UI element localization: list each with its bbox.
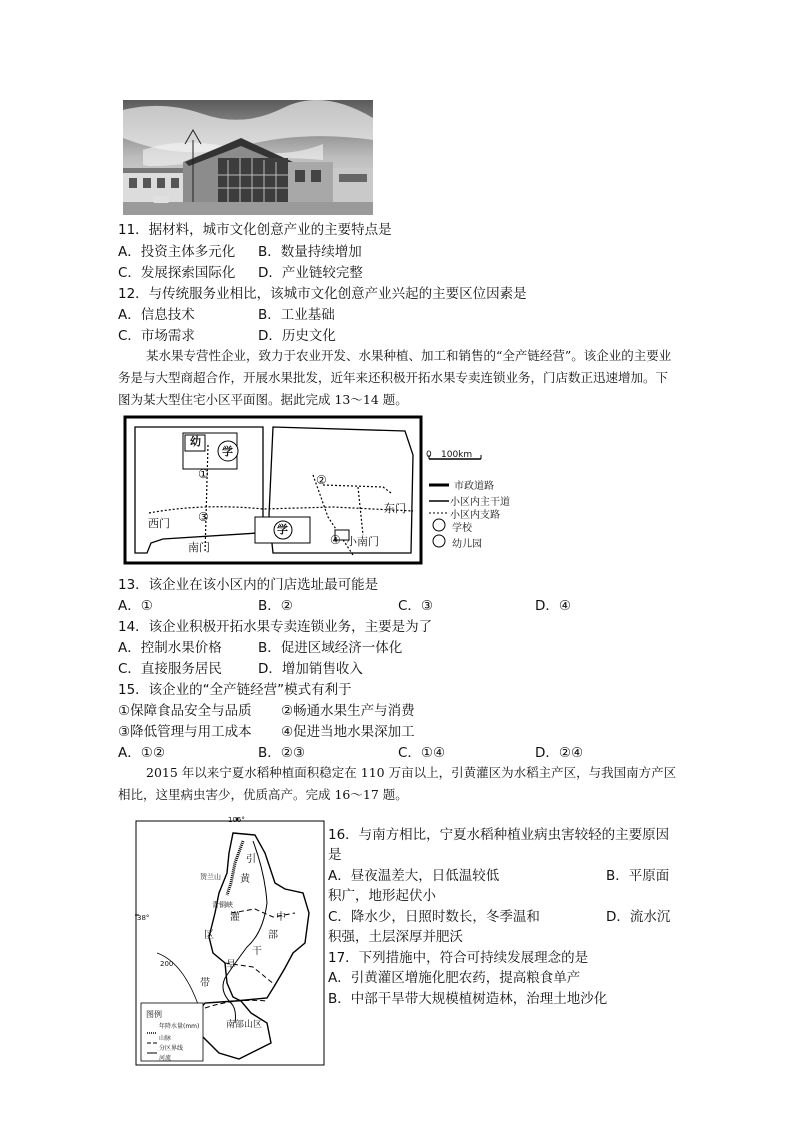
- q15-statement-2: ②畅通水果生产与消费: [281, 703, 415, 719]
- q13-option-a: A．①: [118, 598, 153, 614]
- legend-precipitation: 年降水量(mm): [159, 1023, 200, 1030]
- mark-1: ①: [198, 467, 209, 481]
- q15-option-a: A．①②: [118, 745, 165, 761]
- q16-option-b: B．平原面: [606, 868, 670, 884]
- map-label-han: 旱: [226, 960, 236, 971]
- map-label-yin: 引: [246, 854, 256, 865]
- map-label-dai: 带: [200, 978, 210, 989]
- q12-option-b: B．工业基础: [258, 307, 335, 323]
- q11-option-b: B．数量持续增加: [258, 244, 362, 260]
- q16-stem-end: 是: [328, 847, 342, 863]
- q16-option-d: D．流水沉: [606, 909, 671, 925]
- q14-option-c: C．直接服务居民: [118, 661, 222, 677]
- legend-branch-road: 小区内支路: [450, 510, 500, 521]
- q15-option-d: D．②④: [535, 745, 584, 761]
- legend-municipal-road: 市政道路: [454, 481, 494, 492]
- map-label-qingtongxia: 青铜峡: [212, 901, 233, 909]
- latitude-label: 38°: [137, 914, 150, 922]
- q13-stem: 13．该企业在该小区内的门店选址最可能是: [118, 577, 379, 593]
- legend-main-road: 小区内主干道: [450, 497, 510, 508]
- map-label-gan: 干: [252, 946, 262, 957]
- longitude-label: 106°: [228, 816, 245, 824]
- legend-school: 学校: [452, 523, 472, 534]
- q11-stem: 11．据材料，城市文化创意产业的主要特点是: [118, 222, 392, 238]
- q16-option-b-cont: 积广，地形起伏小: [328, 888, 436, 904]
- q16-option-d-cont: 积强，土层深厚并肥沃: [328, 929, 463, 945]
- q11-option-c: C．发展探索国际化: [118, 265, 236, 281]
- contour-value: 200: [160, 960, 174, 968]
- map-label-zhong: 中: [276, 912, 286, 923]
- q15-statement-4: ④促进当地水果深加工: [281, 724, 415, 740]
- q12-option-c: C．市场需求: [118, 328, 195, 344]
- school-symbol-south: 学: [277, 523, 288, 536]
- q14-option-d: D．增加销售收入: [258, 661, 363, 677]
- passage-ningxia-rice: 2015 年以来宁夏水稻种植面积稳定在 110 万亩以上，引黄灌区为水稻主产区，与我国南方产区相比，这里病虫害少，优质高产。完成 16～17 题。: [118, 765, 677, 802]
- mark-3: ③: [198, 510, 209, 524]
- q17-option-b: B．中部干旱带大规模植树造林，治理土地沙化: [328, 991, 608, 1007]
- q15-option-c: C．①④: [398, 745, 446, 761]
- q11-option-d: D．产业链较完整: [258, 265, 363, 281]
- passage-fruit-enterprise: 某水果专营性企业，致力于农业开发、水果种植、加工和销售的“全产链经营”。该企业的主要业务是与大型商超合作，开展水果批发，近年来还积极开拓水果专卖连锁业务，门店数正迅速增加。下图为某大型住宅小区平面图。据此完成 13～14 题。: [118, 348, 672, 407]
- legend-kindergarten: 幼儿园: [452, 539, 482, 550]
- q16-option-a: A．昼夜温差大，日低温较低: [328, 868, 500, 884]
- legend-mountain: 山脉: [159, 1035, 172, 1042]
- q15-statement-3: ③降低管理与用工成本: [118, 724, 252, 740]
- q16-stem: 16．与南方相比，宁夏水稻种植业病虫害较轻的主要原因: [328, 827, 670, 843]
- q15-statement-1: ①保障食品安全与品质: [118, 703, 252, 719]
- q17-option-a: A．引黄灌区增施化肥农药，提高粮食单产: [328, 970, 581, 986]
- q14-stem: 14．该企业积极开拓水果专卖连锁业务，主要是为了: [118, 619, 433, 635]
- q11-option-a: A．投资主体多元化: [118, 244, 236, 260]
- west-gate-label: 西门: [148, 517, 170, 530]
- legend-river: 河流: [159, 1055, 172, 1062]
- q16-option-c: C．降水少，日照时数长，冬季温和: [328, 909, 540, 925]
- kindergarten-symbol: 幼: [190, 435, 201, 448]
- q13-option-b: B．②: [258, 598, 293, 614]
- map-legend-title: 图例: [146, 1010, 162, 1019]
- q12-option-a: A．信息技术: [118, 307, 195, 323]
- map-label-bu: 部: [268, 930, 278, 941]
- mark-4: ④: [330, 533, 341, 547]
- q12-stem: 12．与传统服务业相比，该城市文化创意产业兴起的主要区位因素是: [118, 286, 527, 302]
- q14-option-b: B．促进区域经济一体化: [258, 640, 403, 656]
- building-photo: [123, 100, 373, 215]
- south-gate-label: 南门: [188, 541, 210, 554]
- scale-zero: 0: [426, 450, 432, 460]
- mark-2: ②: [316, 473, 327, 487]
- q14-option-a: A．控制水果价格: [118, 640, 222, 656]
- q13-option-c: C．③: [398, 598, 434, 614]
- map-label-southern-mountains: 南部山区: [226, 1020, 263, 1030]
- school-symbol: 学: [222, 445, 233, 458]
- map-label-helan-mountain: 贺兰山: [200, 873, 221, 881]
- q15-option-b: B．②③: [258, 745, 305, 761]
- q12-option-d: D．历史文化: [258, 328, 336, 344]
- q13-option-d: D．④: [535, 598, 571, 614]
- east-gate-label: 东门: [384, 502, 406, 515]
- small-south-gate-label: 小南门: [346, 535, 379, 548]
- map-label-qu: 区: [204, 930, 214, 941]
- q17-stem: 17．下列措施中，符合可持续发展理念的是: [328, 950, 589, 966]
- map-label-huang: 黄: [240, 874, 250, 885]
- q15-stem: 15．该企业的“全产链经营”模式有利于: [118, 682, 352, 698]
- legend-boundary: 分区界线: [159, 1045, 184, 1052]
- scale-label: 100km: [441, 450, 473, 460]
- map-label-guan: 灌: [230, 912, 240, 923]
